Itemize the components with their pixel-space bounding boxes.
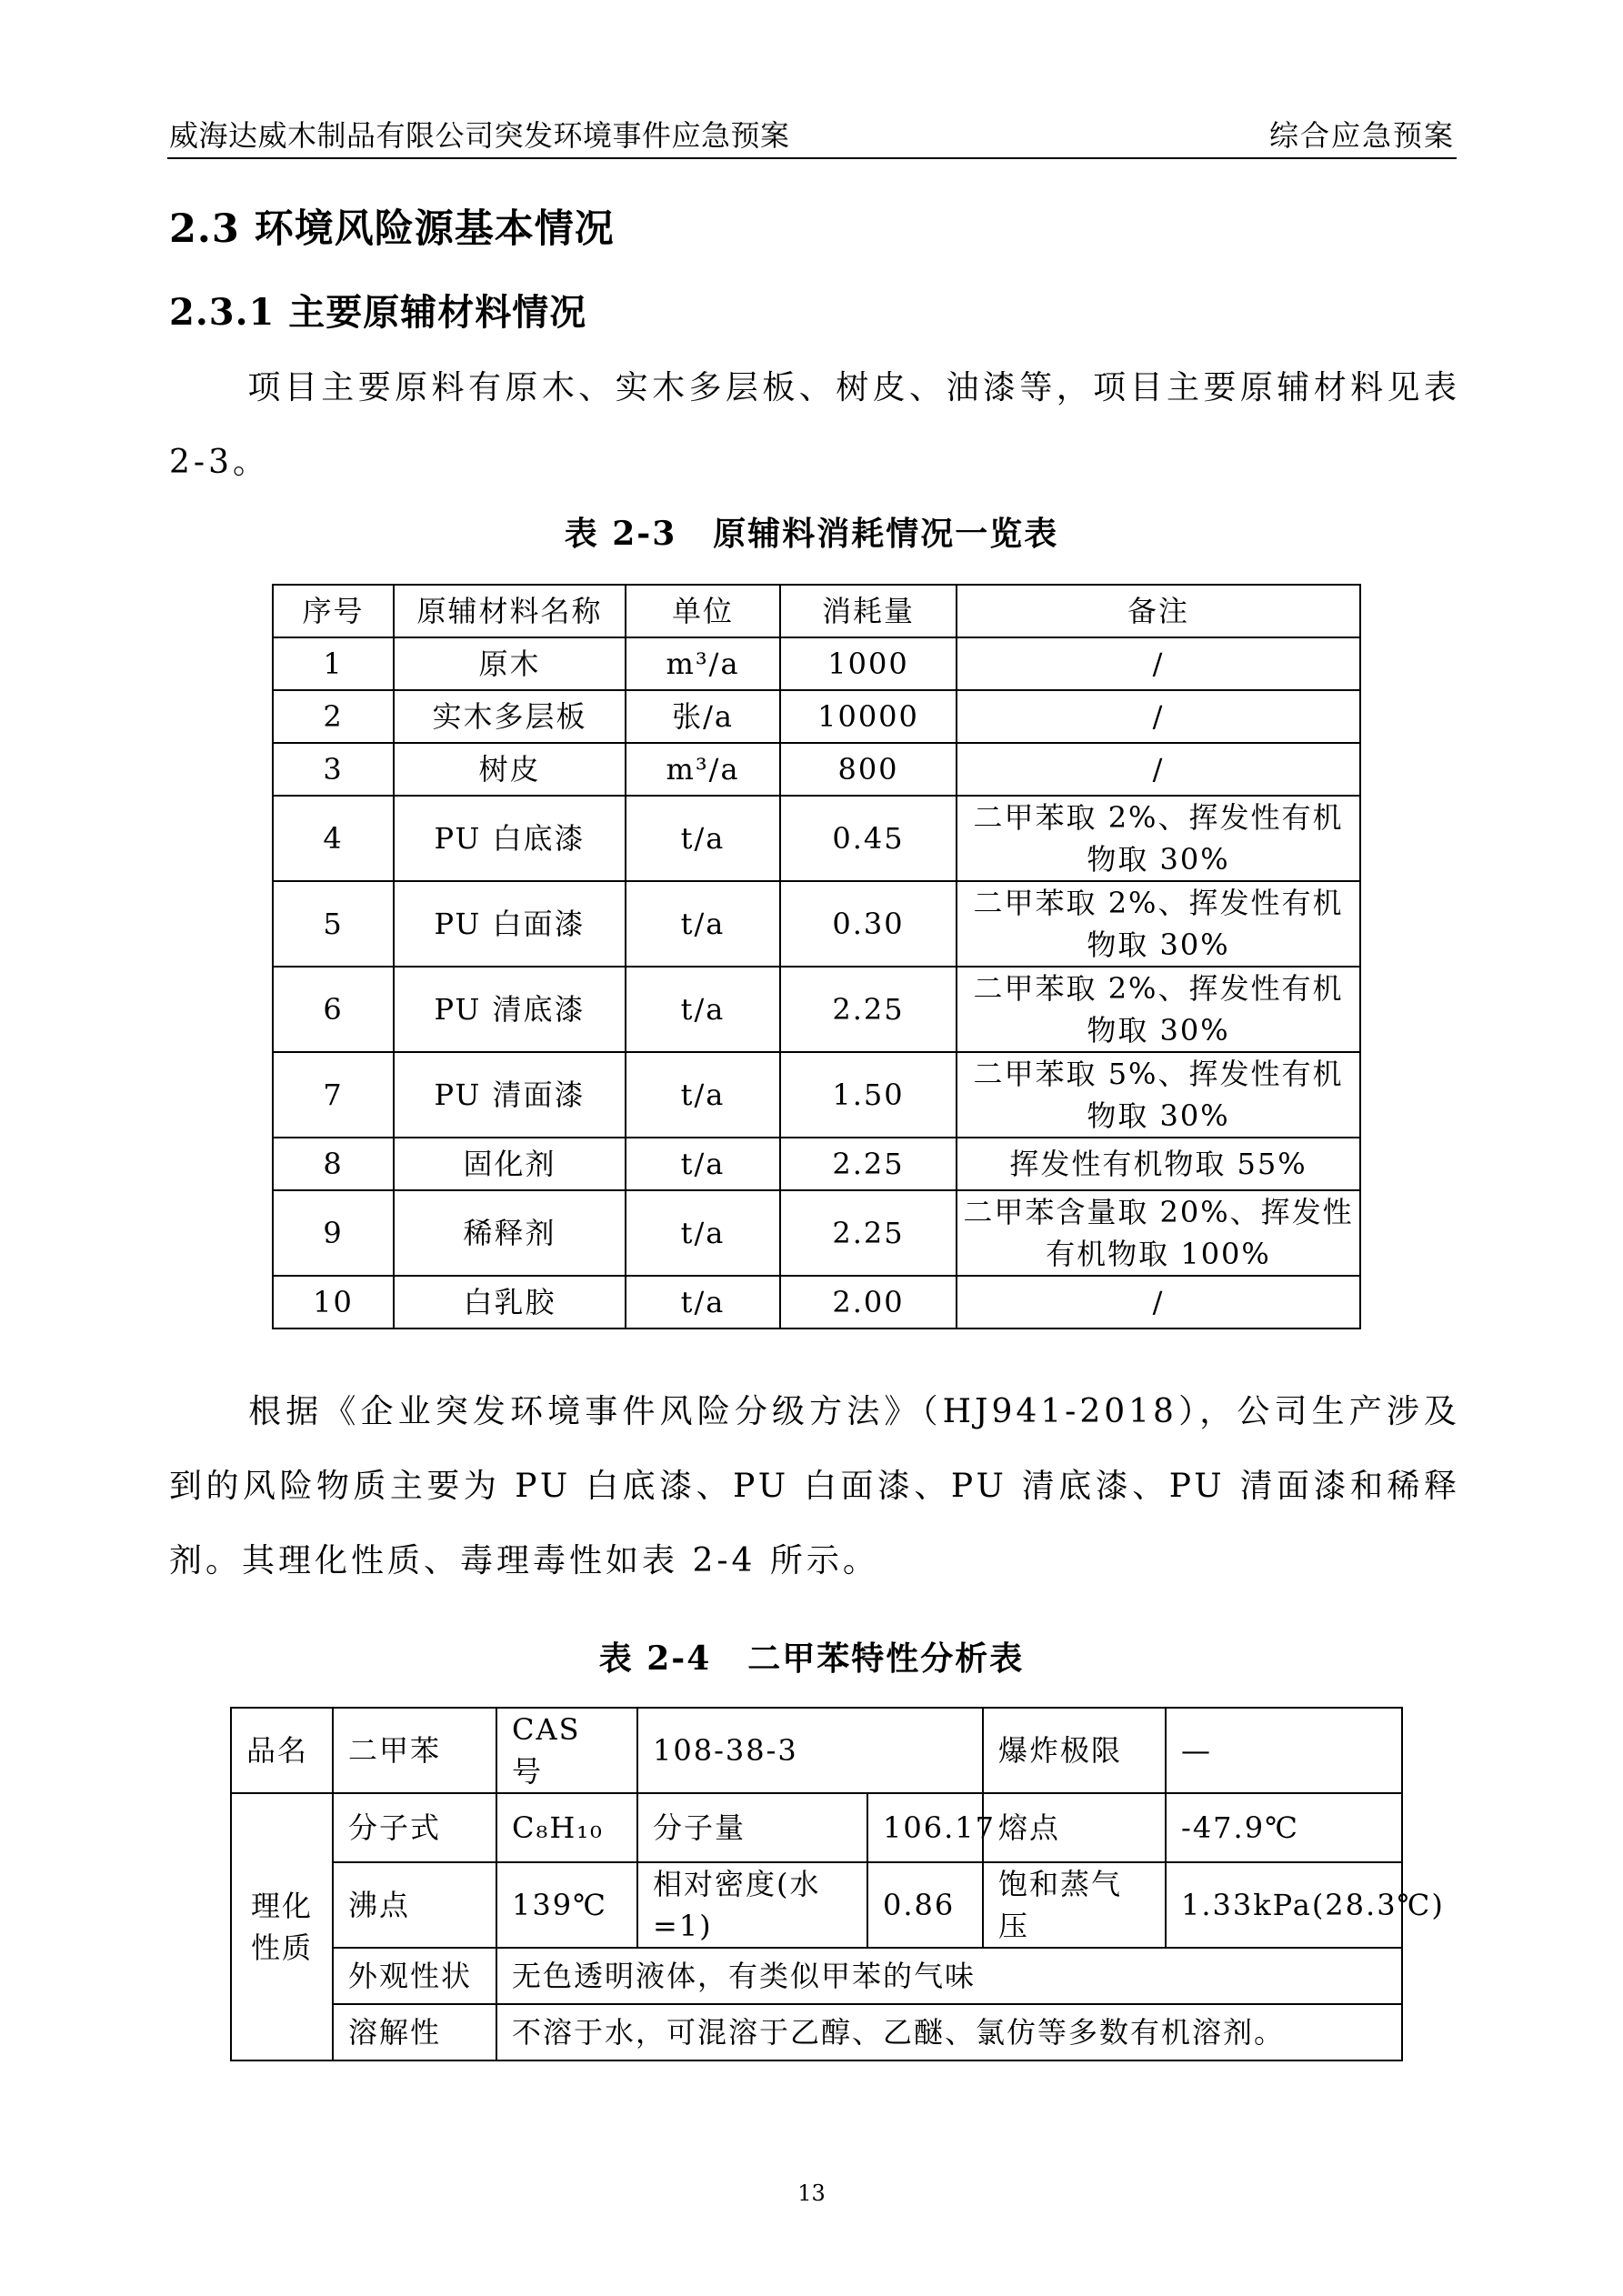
cell-amount: 10000 (780, 690, 957, 743)
cell-material: 原木 (394, 637, 626, 690)
table-2-4-title: 二甲苯特性分析表 (747, 1639, 1025, 1678)
table-2-3-number: 表 2-3 (564, 515, 677, 553)
table-row (273, 1138, 1360, 1190)
cell-material: PU 清底漆 (394, 967, 626, 1052)
paragraph-risk (169, 1375, 1460, 1599)
header-cell: 序号 (273, 585, 394, 637)
cell-note: 二甲苯含量取 20%、挥发性有机物取 100% (957, 1190, 1360, 1276)
cell-index: 10 (273, 1276, 394, 1328)
cell-note: 挥发性有机物取 55% (957, 1138, 1360, 1190)
cell-index: 1 (273, 637, 394, 690)
cell-unit: t/a (626, 1190, 780, 1276)
table-row (273, 796, 1360, 881)
cell-amount: 2.25 (780, 1138, 957, 1190)
cell-vp-label: 饱和蒸气压 (983, 1862, 1166, 1948)
cell-solubility-value: 不溶于水，可混溶于乙醇、乙醚、氯仿等多数有机溶剂。 (496, 2004, 1402, 2060)
table-row (273, 1052, 1360, 1138)
cell-vp-value: 1.33kPa(28.3℃) (1166, 1862, 1402, 1948)
cell-unit: t/a (626, 1276, 780, 1328)
cell-material: 树皮 (394, 743, 626, 796)
table-row (231, 1948, 1402, 2004)
table-row (231, 2004, 1402, 2060)
header-cell: 备注 (957, 585, 1360, 637)
cell-explosion-label: 爆炸极限 (983, 1708, 1166, 1793)
cell-amount: 0.45 (780, 796, 957, 881)
table-row (231, 1708, 1402, 1793)
table-row (273, 637, 1360, 690)
paragraph-risk-text: 根据《企业突发环境事件风险分级方法》（HJ941-2018），公司生产涉及到的风险物质主要为 PU 白底漆、PU 白面漆、PU 清底漆、PU 清面漆和稀释剂。其理化性质、毒理毒性如表 2-4 所示。 (169, 1393, 1460, 1579)
cell-name-value: 二甲苯 (333, 1708, 496, 1793)
cell-material: 白乳胶 (394, 1276, 626, 1328)
cell-unit: m³/a (626, 637, 780, 690)
section-heading: 2.3 环境风险源基本情况 (169, 206, 615, 252)
header-cell: 单位 (626, 585, 780, 637)
cell-unit: t/a (626, 796, 780, 881)
paragraph-intro-text: 项目主要原料有原木、实木多层板、树皮、油漆等，项目主要原辅材料见表 2-3。 (169, 369, 1460, 481)
cell-note: 二甲苯取 2%、挥发性有机物取 30% (957, 796, 1360, 881)
header-divider (167, 157, 1457, 159)
cell-note: 二甲苯取 2%、挥发性有机物取 30% (957, 881, 1360, 967)
table-2-4-caption (0, 1633, 1623, 1679)
cell-material: 固化剂 (394, 1138, 626, 1190)
cell-index: 4 (273, 796, 394, 881)
cell-index: 5 (273, 881, 394, 967)
cell-amount: 2.00 (780, 1276, 957, 1328)
table-row (273, 1276, 1360, 1328)
cell-index: 2 (273, 690, 394, 743)
table-row (273, 967, 1360, 1052)
cell-density-label: 相对密度(水=1) (637, 1862, 867, 1948)
table-row (273, 881, 1360, 967)
table-row (273, 1190, 1360, 1276)
header-title: 威海达威木制品有限公司突发环境事件应急预案 (169, 118, 790, 153)
cell-note: 二甲苯取 2%、挥发性有机物取 30% (957, 967, 1360, 1052)
header-section: 综合应急预案 (1268, 118, 1455, 153)
cell-formula-value: C₈H₁₀ (496, 1793, 637, 1862)
cell-index: 8 (273, 1138, 394, 1190)
cell-index: 9 (273, 1190, 394, 1276)
cell-index: 6 (273, 967, 394, 1052)
cell-mw-value: 106.17 (867, 1793, 983, 1862)
cell-note: 二甲苯取 5%、挥发性有机物取 30% (957, 1052, 1360, 1138)
table-2-3-title: 原辅料消耗情况一览表 (713, 515, 1059, 553)
cell-mp-value: -47.9℃ (1166, 1793, 1402, 1862)
header-cell: 消耗量 (780, 585, 957, 637)
cell-material: PU 白面漆 (394, 881, 626, 967)
cell-index: 3 (273, 743, 394, 796)
table-2-4-number: 表 2-4 (598, 1639, 712, 1678)
cell-unit: m³/a (626, 743, 780, 796)
table-2-4 (230, 1707, 1445, 2061)
cell-mw-label: 分子量 (637, 1793, 867, 1862)
table-row (273, 743, 1360, 796)
cell-index: 7 (273, 1052, 394, 1138)
cell-cas-value: 108-38-3 (637, 1708, 983, 1793)
cell-appearance-value: 无色透明液体，有类似甲苯的气味 (496, 1948, 1402, 2004)
table-header-row (273, 585, 1360, 637)
cell-material: PU 白底漆 (394, 796, 626, 881)
page-number: 13 (797, 2181, 826, 2206)
cell-amount: 2.25 (780, 967, 957, 1052)
cell-unit: t/a (626, 1052, 780, 1138)
cell-amount: 1000 (780, 637, 957, 690)
cell-bp-label: 沸点 (333, 1862, 496, 1948)
subsection-heading: 2.3.1 主要原辅材料情况 (169, 291, 587, 334)
table-2-3 (272, 584, 1361, 1329)
cell-unit: 张/a (626, 690, 780, 743)
cell-material: PU 清面漆 (394, 1052, 626, 1138)
cell-amount: 2.25 (780, 1190, 957, 1276)
cell-mp-label: 熔点 (983, 1793, 1166, 1862)
cell-material: 实木多层板 (394, 690, 626, 743)
cell-bp-value: 139℃ (496, 1862, 637, 1948)
table-row (231, 1862, 1402, 1948)
cell-note: / (957, 690, 1360, 743)
table-row (273, 690, 1360, 743)
table-2-3-caption (0, 508, 1623, 555)
cell-name-label: 品名 (231, 1708, 333, 1793)
cell-density-value: 0.86 (867, 1862, 983, 1948)
cell-note: / (957, 637, 1360, 690)
cell-unit: t/a (626, 967, 780, 1052)
header-cell: 原辅材料名称 (394, 585, 626, 637)
cell-unit: t/a (626, 881, 780, 967)
table-row (231, 1793, 1402, 1862)
cell-cas-label: CAS 号 (496, 1708, 637, 1793)
cell-amount: 800 (780, 743, 957, 796)
cell-note: / (957, 1276, 1360, 1328)
cell-unit: t/a (626, 1138, 780, 1190)
cell-explosion-value: — (1166, 1708, 1402, 1793)
paragraph-intro (169, 351, 1460, 500)
cell-solubility-label: 溶解性 (333, 2004, 496, 2060)
cell-formula-label: 分子式 (333, 1793, 496, 1862)
cell-group-label: 理化性质 (231, 1793, 333, 2060)
cell-note: / (957, 743, 1360, 796)
cell-amount: 1.50 (780, 1052, 957, 1138)
cell-amount: 0.30 (780, 881, 957, 967)
cell-material: 稀释剂 (394, 1190, 626, 1276)
cell-appearance-label: 外观性状 (333, 1948, 496, 2004)
